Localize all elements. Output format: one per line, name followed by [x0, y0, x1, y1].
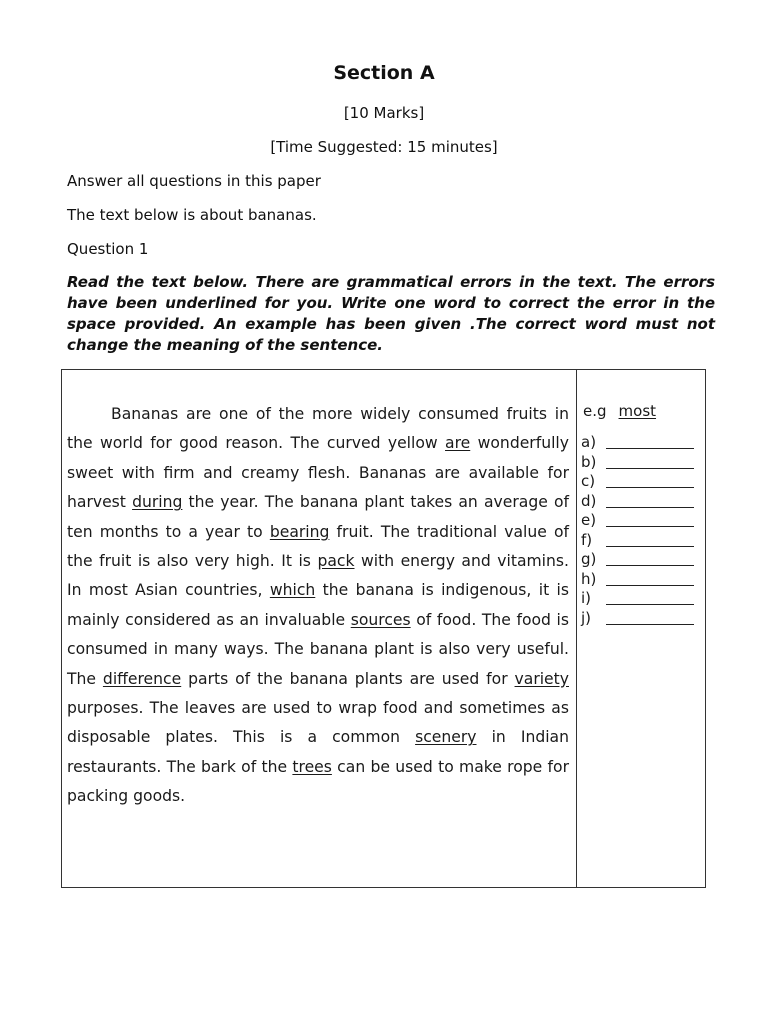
underlined-error-word: pack [317, 552, 355, 571]
underlined-error-word: scenery [415, 728, 477, 747]
passage-text [67, 405, 569, 805]
answer-blank-line[interactable] [606, 604, 694, 605]
answer-blank-line[interactable] [606, 526, 694, 527]
underlined-error-word: bearing [269, 522, 330, 541]
answer-letter: g) [581, 550, 597, 568]
example-word: most [618, 402, 657, 420]
underlined-error-word: variety [514, 669, 569, 688]
underlined-error-word: which [269, 581, 316, 600]
question-label: Question 1 [67, 240, 149, 258]
marks-label: [10 Marks] [343, 104, 425, 122]
answer-row [581, 433, 701, 453]
underlined-error-word: sources [350, 610, 411, 629]
passage-segment: purposes. The leaves are used to wrap food and sometimes as disposable plates. This is a common [67, 699, 569, 747]
answer-letter: e) [581, 511, 597, 529]
passage-segment: the year. The banana plant takes an average of ten months to a year to [67, 493, 569, 541]
underlined-error-word: are [445, 434, 471, 453]
answer-row [581, 570, 701, 590]
passage-segment: parts of the banana plants are used for [181, 669, 515, 688]
passage-segment: with energy and vitamins. In most Asian countries, [67, 552, 569, 600]
underlined-error-word: trees [292, 757, 332, 776]
answer-blank-line[interactable] [606, 546, 694, 547]
answer-blanks-list [581, 433, 701, 628]
answer-row [581, 609, 701, 629]
answer-row [581, 550, 701, 570]
answer-letter: j) [581, 608, 592, 627]
passage-segment: can be used to make rope for packing goods. [67, 757, 569, 806]
section-title: Section A [333, 62, 435, 84]
answer-letter: f) [581, 530, 593, 549]
answer-row [581, 453, 701, 473]
answer-letter: d) [581, 491, 597, 510]
passage-segment: wonderfully sweet with firm and creamy flesh. Bananas are available for harvest [67, 434, 569, 512]
question-instructions: Read the text below. There are grammatical errors in the text. The errors have been underlined for you. Write one word to correct the error in the space provided. An example has been given .The correct word must not change the meaning of the sentence. [67, 273, 715, 354]
underlined-error-word: difference [102, 669, 182, 688]
answer-letter: b) [581, 452, 597, 471]
answer-blank-line[interactable] [606, 585, 694, 586]
answer-letter: c) [581, 472, 596, 490]
answer-blank-line[interactable] [606, 468, 694, 469]
answer-letter: h) [581, 569, 597, 588]
answer-row [581, 492, 701, 512]
answer-blank-line[interactable] [606, 565, 694, 566]
example-answer [583, 402, 656, 420]
answer-row [581, 472, 701, 492]
passage-segment: the banana is indigenous, it is mainly considered as an invaluable [67, 581, 569, 629]
table-column-divider [576, 369, 577, 888]
answer-blank-line[interactable] [606, 448, 694, 449]
passage-segment: of food. The food is consumed in many ways. The banana plant is also very useful. The [67, 610, 569, 688]
underlined-error-word: during [132, 493, 183, 512]
answer-blank-line[interactable] [606, 624, 694, 625]
answer-blank-line[interactable] [606, 487, 694, 488]
passage-segment: in Indian restaurants. The bark of the [67, 728, 569, 776]
answer-letter: a) [581, 433, 597, 451]
answer-all-instruction: Answer all questions in this paper [67, 172, 321, 190]
answer-row [581, 511, 701, 531]
passage-segment: Bananas are one of the more widely consumed fruits in the world for good reason. The curved yellow [67, 405, 569, 453]
text-about-line: The text below is about bananas. [67, 206, 317, 224]
banana-passage [67, 400, 569, 812]
answer-blank-line[interactable] [606, 507, 694, 508]
time-suggested-label: [Time Suggested: 15 minutes] [270, 138, 498, 156]
passage-segment: fruit. The traditional value of the fruit is also very high. It is [67, 522, 569, 571]
example-label: e.g [583, 402, 607, 420]
answer-letter: i) [581, 589, 592, 607]
answer-row [581, 589, 701, 609]
answer-row [581, 531, 701, 551]
